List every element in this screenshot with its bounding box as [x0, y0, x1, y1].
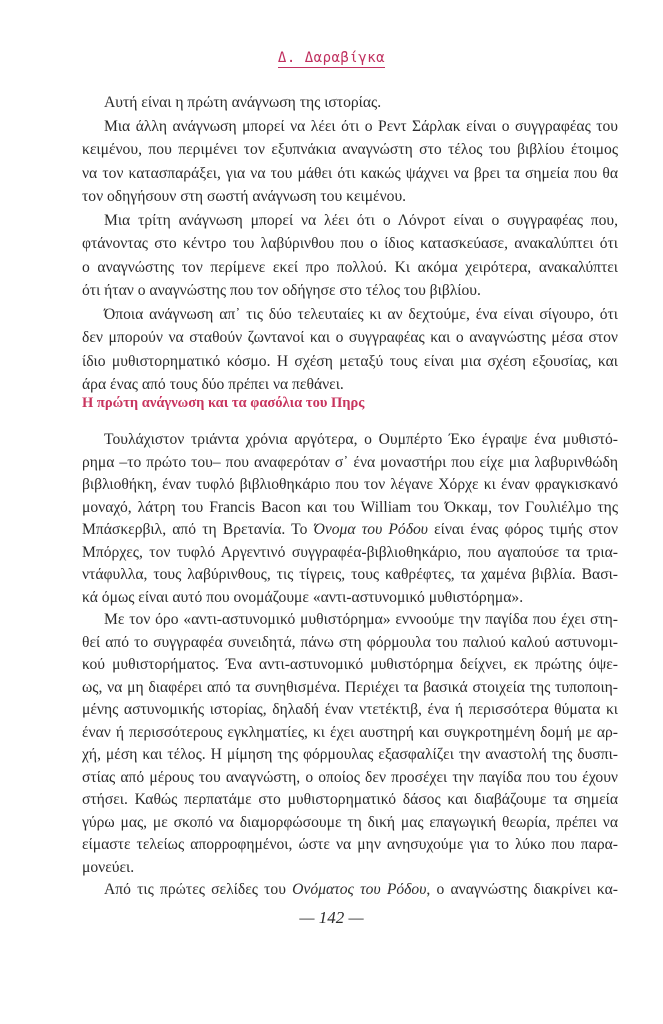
text-line	[82, 632, 618, 655]
line-text: να τον κατασπαράξει, για να του μάθει ότι κακώς ψάχνει να βρει τα σημεία που θα	[82, 164, 618, 182]
text-line	[82, 303, 618, 327]
text-line	[82, 857, 618, 880]
text-line	[82, 279, 618, 303]
line-text: στίας από μέρους του αναγνώστη, ο οποίος δεν προσέχει την παγίδα που του έχουν	[82, 768, 618, 786]
text-line	[82, 452, 618, 475]
line-text: φτάνοντας στο κέντρο του λαβύρινθου που ο ίδιος κατασκεύασε, ανακαλύπτει ότι	[82, 235, 618, 252]
line-text: γύρω μας, με σκοπό να διαμορφώσουμε τη δική μας επαγωγική θεωρία, πρέπει να	[82, 813, 618, 831]
text-line	[82, 162, 618, 186]
text-line	[82, 812, 618, 835]
text-line	[82, 834, 618, 857]
line-text: ίδιο μυθιστορηματικό κόσμο. Η σχέση μεταξύ τους είναι μια σχέση εξουσίας, και	[82, 352, 618, 370]
author-name: Δ. Δαραβίγκα	[277, 50, 386, 66]
line-text: Με τον όρο «αντι-αστυνομικό μυθιστόρημα» εννοούμε την παγίδα που έχει στη-	[104, 611, 618, 628]
line-text: Τουλάχιστον τριάντα χρόνια αργότερα, ο Ουμπέρτο Έκο έγραψε ένα μυθιστό-	[104, 431, 618, 448]
text-line	[82, 138, 618, 162]
line-text: άρα ένας από τους δύο πρέπει να πεθάνει.	[82, 376, 344, 393]
text-line	[82, 326, 618, 350]
line-text: είναι ένας φόρος τιμής στον	[427, 521, 618, 538]
section-heading: Η πρώτη ανάγνωση και τα φασόλια του Πηρς	[82, 395, 365, 411]
line-text: , ο αναγνώστης διακρίνει κα-	[426, 881, 618, 898]
line-text: Μια τρίτη ανάγνωση μπορεί να λέει ότι ο Λόνροτ είναι ο συγγραφέας που,	[104, 211, 618, 229]
body-text-top	[82, 91, 618, 397]
italic-title: Όνομα του Ρόδου	[313, 521, 428, 538]
line-text: Όποια ανάγνωση απ᾽ τις δύο τελευταίες κι αν δεχτούμε, ένα είναι σίγουρο, ότι	[104, 305, 618, 323]
line-text: ως, να μη διαφέρει από τα συνηθισμένα. Περιέχει τα βασικά στοιχεία της τυποποιη-	[82, 678, 618, 696]
line-text: βιβλιοθήκη, έναν τυφλό βιβλιοθηκάριο που τον λέγανε Χόρχε κι έναν φραγκισκανό	[82, 476, 618, 493]
line-text: Μια άλλη ανάγνωση μπορεί να λέει ότι ο Ρεντ Σάρλακ είναι ο συγγραφέας του	[104, 117, 618, 135]
body-text-bottom	[82, 429, 618, 902]
text-line	[82, 209, 618, 233]
text-line	[82, 564, 618, 587]
line-text: κειμένου, που περιμένει τον εξυπνάκια αναγνώστη στο τέλος του βιβλίου έτοιμος	[82, 141, 618, 158]
line-text: είμαστε τελείως απορροφημένοι, ώστε να μην ανησυχούμε για το λύκο που παρα-	[82, 836, 618, 853]
text-line	[82, 789, 618, 812]
line-text: μονεύει.	[82, 858, 135, 876]
text-line	[82, 256, 618, 280]
text-line	[82, 474, 618, 497]
line-text: κού μυθιστορήματος. Ένα αντι-αστυνομικό μυθιστόρημα δείχνει, εκ πρώτης όψε-	[82, 656, 618, 673]
line-text: μένης αστυνομικής ιστορίας, δηλαδή έναν ντετέκτιβ, ένα ή περισσότερα θύματα κι	[82, 701, 618, 718]
text-line	[82, 722, 618, 745]
text-line	[82, 373, 618, 397]
text-line	[82, 879, 618, 902]
text-line	[82, 429, 618, 452]
line-text: έναν ή περισσότερους εγκληματίες, κι έχει αυστηρή και συγκροτημένη δομή με αρ-	[82, 723, 618, 741]
text-line	[82, 609, 618, 632]
line-text: Από τις πρώτες σελίδες του	[104, 881, 293, 898]
line-text: χή, μέση και τέλος. Η μίμηση της φόρμουλας εξασφαλίζει την αναστολή της δυσπι-	[82, 746, 618, 763]
text-line	[82, 185, 618, 209]
running-head	[0, 50, 663, 66]
text-line	[82, 677, 618, 700]
text-line	[82, 232, 618, 256]
text-line	[82, 350, 618, 374]
page-number: — 142 —	[299, 908, 364, 927]
line-text: δεν μπορούν να σταθούν ζωντανοί και ο συγγραφέας και ο αναγνώστης μέσα στον	[82, 329, 618, 346]
line-text: ντάφυλλα, τους λαβύρινθους, τις τίγρεις, τους καθρέφτες, τα χαμένα βιβλία. Βασι-	[82, 566, 618, 583]
line-text: ρημα –το πρώτο του– που αναφερόταν σ᾽ ένα μοναστήρι που είχε μια λαβυρινθώδη	[82, 453, 618, 471]
line-text: κά όμως είναι αυτό που ονομάζουμε «αντι-αστυνομικό μυθιστόρημα».	[82, 588, 524, 606]
text-line	[82, 91, 618, 115]
line-text: ο αναγνώστης τον περίμενε εκεί προ πολλού. Κι ακόμα χειρότερα, ανακαλύπτει	[82, 258, 618, 276]
text-line	[82, 767, 618, 790]
line-text: θεί από το συγγραφέα συνειδητά, πάνω στη φόρμουλα του παλιού καλού αστυνομι-	[82, 633, 618, 651]
text-line	[82, 699, 618, 722]
line-text: Μπόρχες, τον τυφλό Αργεντινό συγγραφέα-βιβλιοθηκάριο, που αγαπούσε τα τρια-	[82, 543, 618, 561]
italic-title: Ονόματος του Ρόδου	[292, 881, 427, 898]
text-line	[82, 744, 618, 767]
text-line	[82, 497, 618, 520]
line-text: Αυτή είναι η πρώτη ανάγνωση της ιστορίας.	[104, 94, 382, 111]
text-line	[82, 519, 618, 542]
line-text: ότι ήταν ο αναγνώστης που τον οδήγησε στο τέλος του βιβλίου.	[82, 282, 481, 299]
text-line	[82, 542, 618, 565]
line-text: μοναχό, λάτρη του Francis Bacon και του William του Όκκαμ, τον Γουλιέλμο της	[82, 498, 618, 516]
text-line	[82, 115, 618, 139]
text-line	[82, 654, 618, 677]
line-text: στήσει. Καθώς περπατάμε στο μυθιστορηματικό δάσος και διαβάζουμε τα σημεία	[82, 791, 618, 808]
line-text: Μπάσκερβιλ, από τη Βρετανία. Το	[82, 521, 314, 538]
text-line	[82, 587, 618, 610]
line-text: τον οδηγήσουν στη σωστή ανάγνωση του κειμένου.	[82, 188, 407, 205]
